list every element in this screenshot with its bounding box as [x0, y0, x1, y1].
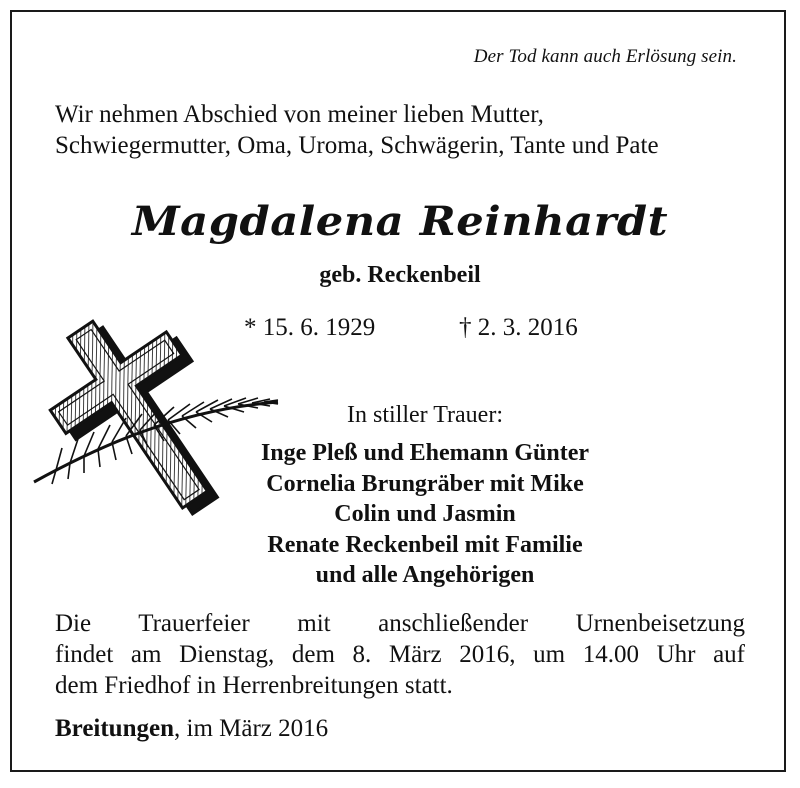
mourning-intro: In stiller Trauer:: [347, 402, 503, 428]
place-and-date: [55, 715, 328, 743]
motto: Der Tod kann auch Erlösung sein.: [473, 46, 737, 67]
mourner-line: Colin und Jasmin: [334, 501, 516, 527]
funeral-line-3: dem Friedhof in Herrenbreitungen statt.: [55, 672, 453, 699]
birth-date: * 15. 6. 1929: [244, 314, 376, 341]
mourner-line: und alle Angehörigen: [315, 562, 535, 588]
intro-line-1: Wir nehmen Abschied von meiner lieben Mutter,: [55, 101, 544, 128]
funeral-line-2: findet am Dienstag, dem 8. März 2016, um 14.00 Uhr auf: [55, 641, 745, 668]
mourner-line: Inge Pleß und Ehemann Günter: [260, 440, 590, 466]
intro-text: [55, 99, 755, 161]
funeral-line-1: Die Trauerfeier mit anschließender Urnenbeisetzung: [55, 610, 745, 637]
mourner-line: Cornelia Brungräber mit Mike: [266, 470, 584, 497]
obituary-notice: [10, 10, 786, 772]
death-date: † 2. 3. 2016: [459, 314, 578, 341]
deceased-name: Magdalena Reinhardt: [131, 198, 669, 245]
funeral-info: [55, 608, 745, 701]
mourners-list: [12, 438, 788, 591]
mourner-line: Renate Reckenbeil mit Familie: [267, 531, 583, 558]
intro-line-2: Schwiegermutter, Oma, Uroma, Schwägerin, Tante und Pate: [55, 132, 659, 159]
place-town: Breitungen: [55, 715, 174, 742]
maiden-name: geb. Reckenbeil: [319, 262, 481, 288]
place-date: , im März 2016: [174, 715, 329, 742]
